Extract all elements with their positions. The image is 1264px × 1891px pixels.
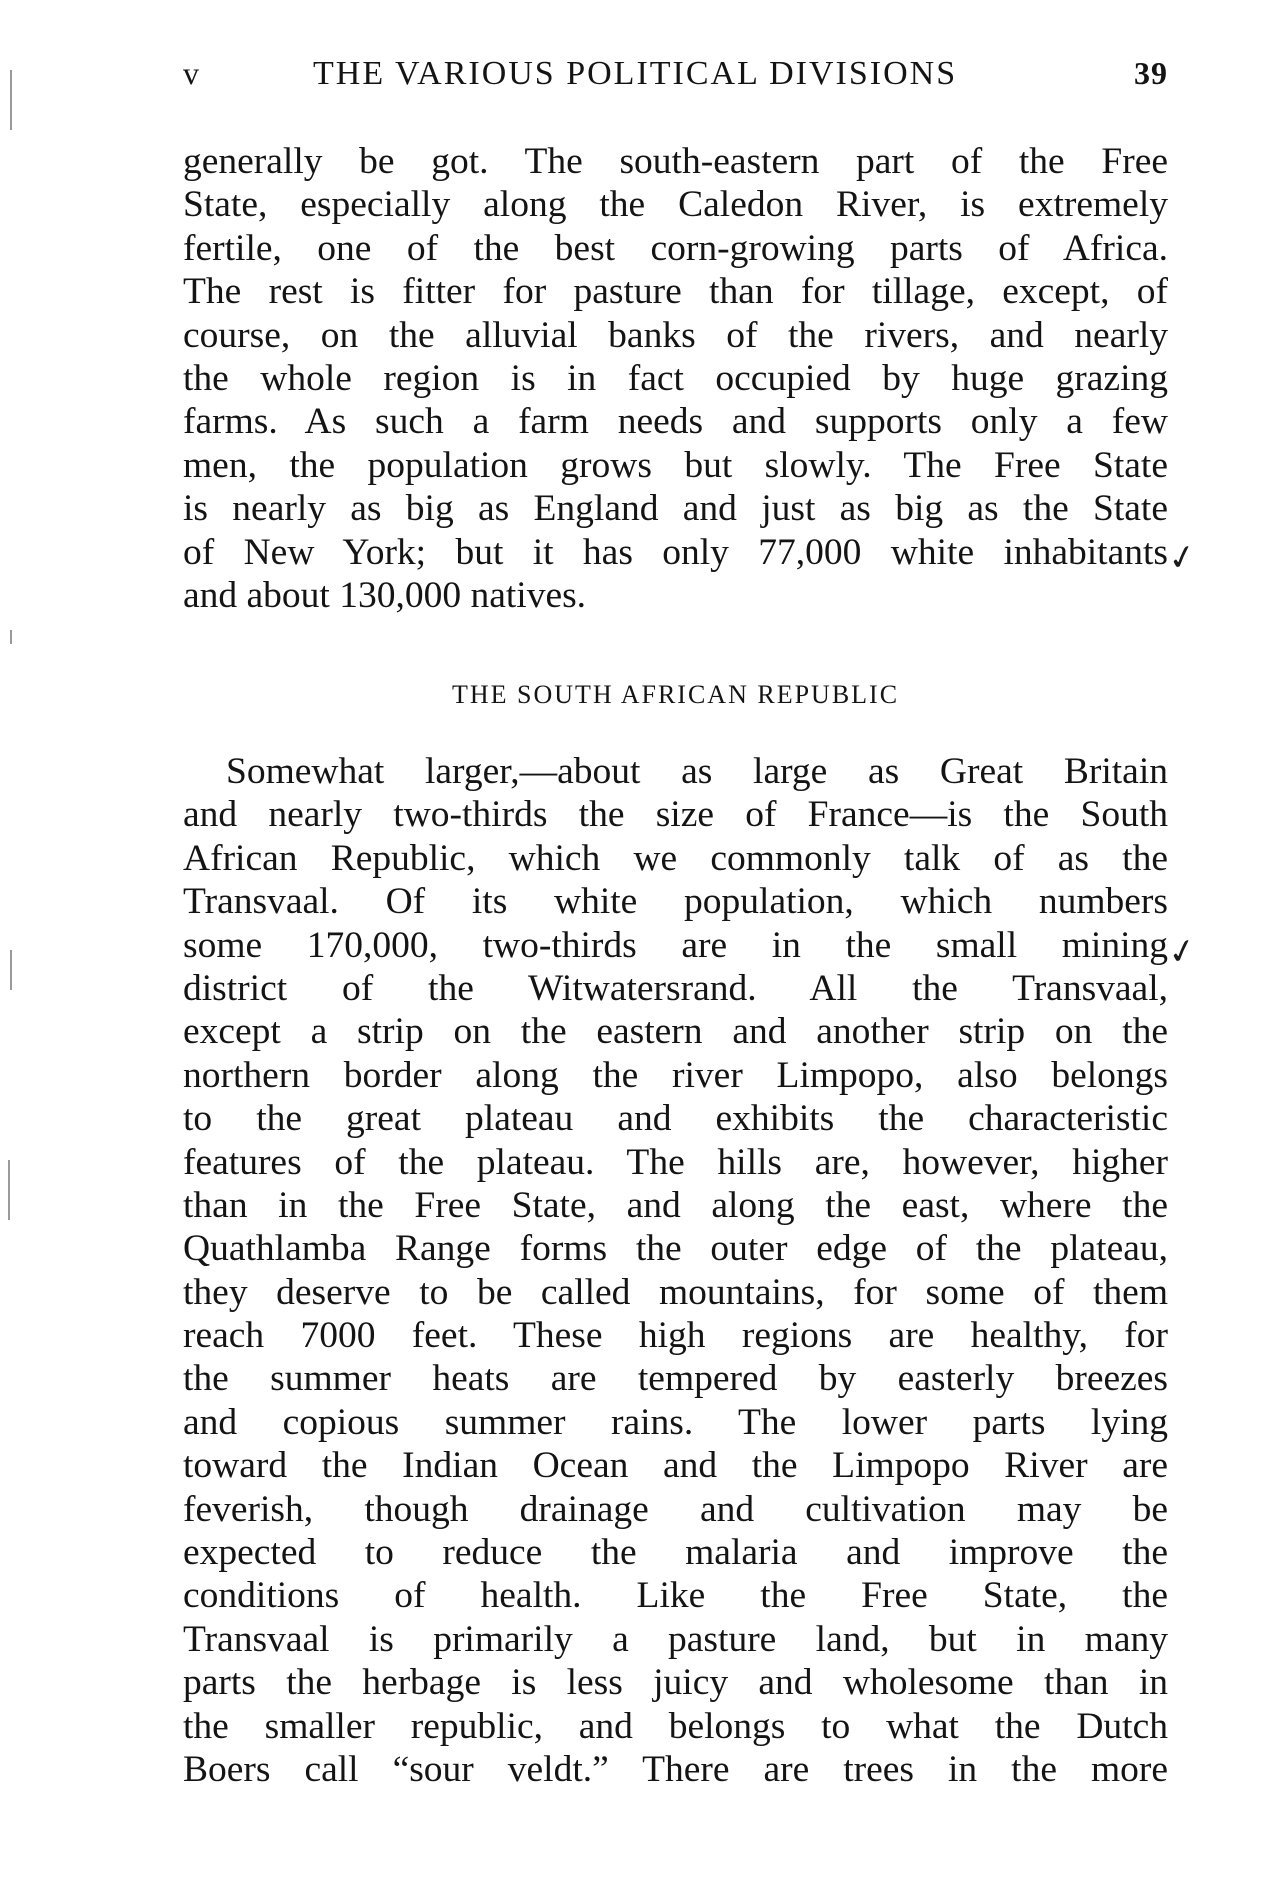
text-line: is nearly as big as England and just as big as the State [183, 488, 1168, 530]
running-header [183, 55, 1168, 105]
text-line: men, the population grows but slowly. The Free State [183, 444, 1168, 486]
text-line: features of the plateau. The hills are, however, higher [183, 1141, 1168, 1183]
margin-check-mark: ✓ [1164, 535, 1201, 581]
text-line: northern border along the river Limpopo, also belongs [183, 1054, 1168, 1096]
text-line: parts the herbage is less juicy and wholesome than in [183, 1662, 1168, 1704]
text-line: conditions of health. Like the Free State, the [183, 1575, 1168, 1617]
scan-edge-mark [8, 1160, 10, 1220]
running-title: THE VARIOUS POLITICAL DIVISIONS [313, 55, 958, 92]
text-line: State, especially along the Caledon River, is extremely [183, 184, 1168, 226]
text-line: and copious summer rains. The lower parts lying [183, 1401, 1168, 1443]
text-line: reach 7000 feet. These high regions are healthy, for [183, 1315, 1168, 1357]
scan-edge-mark [10, 70, 12, 130]
page-number: 39 [1134, 55, 1168, 91]
text-line: toward the Indian Ocean and the Limpopo River are [183, 1445, 1168, 1487]
text-line: Boers call “sour veldt.” There are trees in the more [183, 1748, 1168, 1790]
text-line: the smaller republic, and belongs to what the Dutch [183, 1705, 1168, 1747]
paragraph-free-state [183, 140, 1168, 617]
text-line: Transvaal is primarily a pasture land, but in many [183, 1618, 1168, 1660]
section-heading: THE SOUTH AFRICAN REPUBLIC [451, 680, 900, 709]
margin-check-mark: ✓ [1164, 929, 1201, 975]
text-line: and about 130,000 natives. [183, 574, 587, 616]
text-line: and nearly two-thirds the size of France—is the South [183, 794, 1168, 836]
paragraph-south-african-republic [183, 750, 1168, 1791]
text-line: Somewhat larger,—about as large as Great Britain [226, 751, 1168, 792]
text-line: except a strip on the eastern and another strip on the [183, 1011, 1168, 1053]
text-line: they deserve to be called mountains, for some of them [183, 1271, 1168, 1313]
text-line: some 170,000, two-thirds are in the small mining [183, 924, 1168, 966]
chapter-number: v [183, 55, 200, 91]
text-line: course, on the alluvial banks of the rivers, and nearly [183, 314, 1168, 356]
text-line: the summer heats are tempered by easterly breezes [183, 1358, 1168, 1400]
text-line: of New York; but it has only 77,000 white inhabitants [183, 531, 1168, 573]
scan-edge-mark [10, 950, 12, 990]
text-line: Quathlamba Range forms the outer edge of the plateau, [183, 1228, 1168, 1270]
text-line: Transvaal. Of its white population, which numbers [183, 881, 1168, 923]
text-line: to the great plateau and exhibits the characteristic [183, 1098, 1168, 1140]
text-line: the whole region is in fact occupied by huge grazing [183, 357, 1168, 399]
text-line: The rest is fitter for pasture than for tillage, except, of [183, 271, 1168, 313]
scan-edge-mark [10, 630, 12, 644]
text-line: fertile, one of the best corn-growing parts of Africa. [183, 227, 1168, 269]
text-line: than in the Free State, and along the east, where the [183, 1184, 1168, 1226]
text-line: farms. As such a farm needs and supports only a few [183, 401, 1168, 443]
text-line: generally be got. The south-eastern part of the Free [183, 141, 1168, 182]
text-line: African Republic, which we commonly talk of as the [183, 837, 1168, 879]
text-line: expected to reduce the malaria and improve the [183, 1532, 1168, 1574]
text-line: district of the Witwatersrand. All the Transvaal, [183, 967, 1168, 1009]
text-line: feverish, though drainage and cultivation may be [183, 1488, 1168, 1530]
